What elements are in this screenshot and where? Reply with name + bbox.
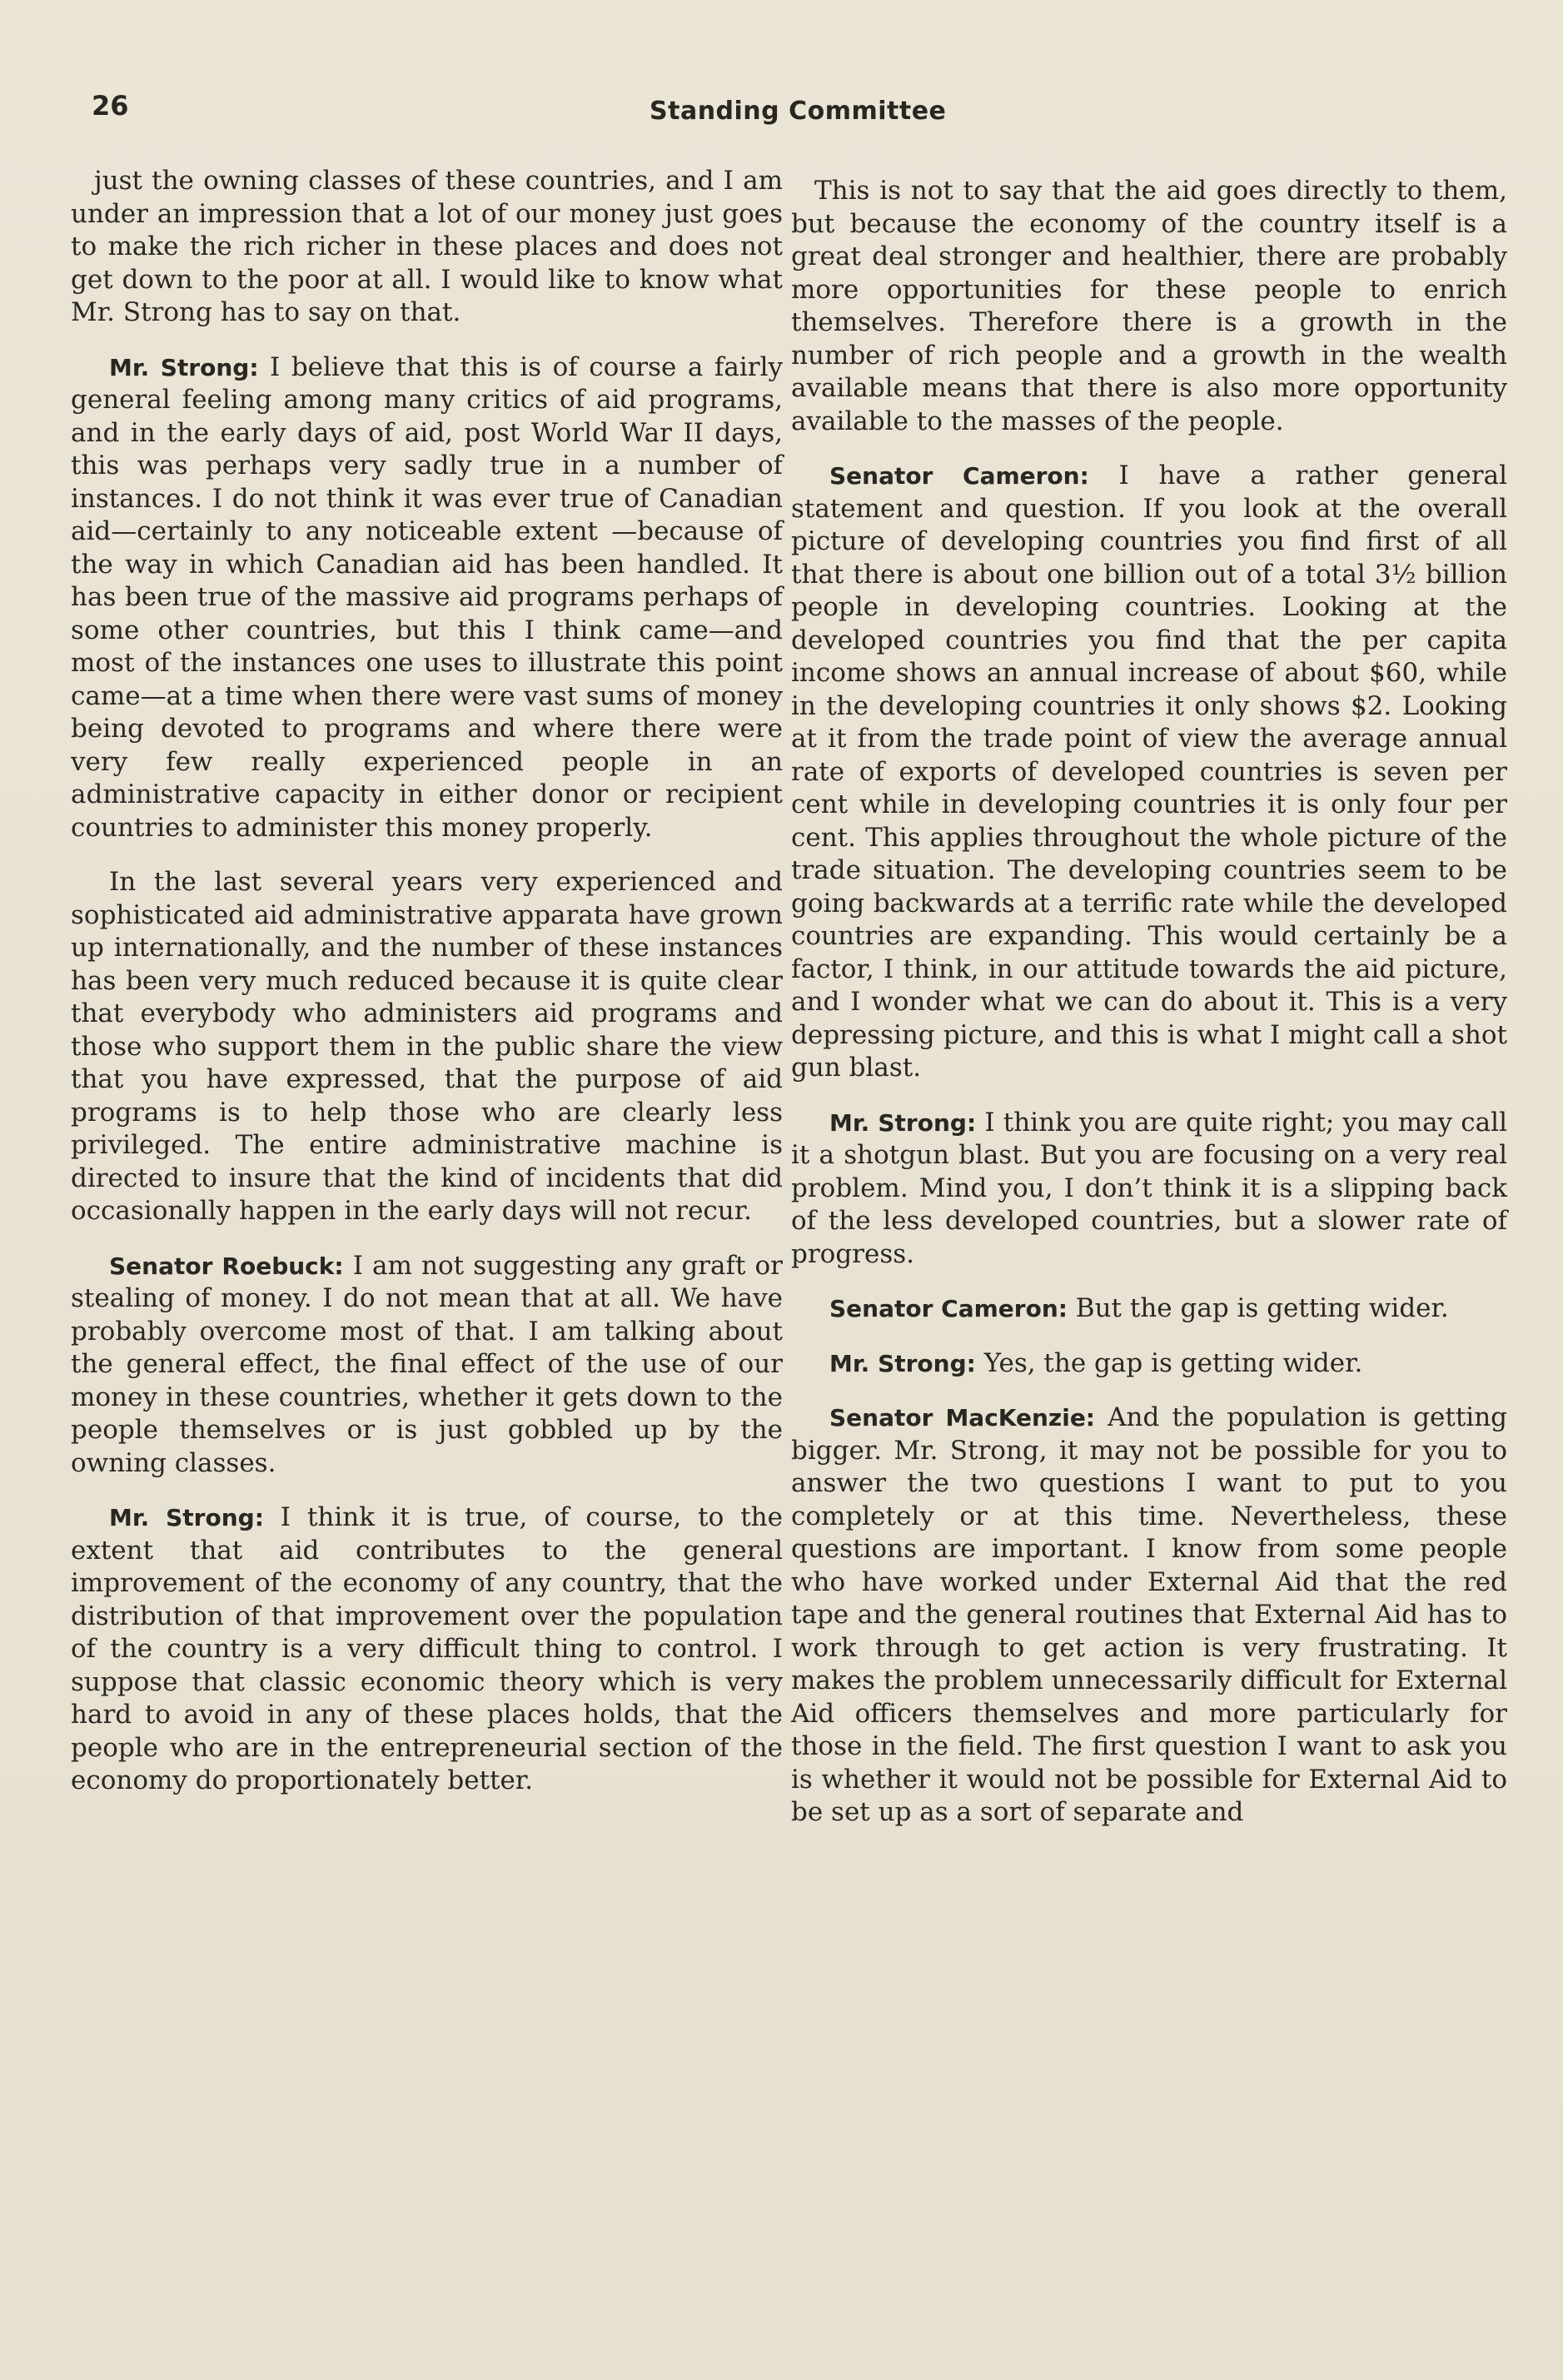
speaker-name: Senator Cameron: — [829, 1295, 1068, 1322]
left-column — [71, 165, 783, 1820]
speaker-name: Mr. Strong: — [829, 1108, 977, 1137]
paragraph-text: I believe that this is of course a fairly general feeling among many critics of aid programs, and in the early days of aid, post World War II days, this was perhaps very sadly true in a number of instances. I do not think it was ever true of Canadian aid—certainly to any noticeable extent —because of the way in which Canadian aid has been handled. It has been true of the massive aid programs perhaps of some other countries, but this I think came—and most of the instances one uses to illustrate this point came—at a time when there were vast sums of money being devoted to programs and where there were very few really experienced people in an administrative capacity in either donor or recipient countries to administer this money properly. — [71, 351, 783, 843]
page-header — [92, 90, 1507, 140]
paragraph-text: But the gap is getting wider. — [1067, 1293, 1449, 1323]
speaker-name: Senator Cameron: — [829, 462, 1089, 490]
paragraph — [71, 1501, 783, 1798]
paragraph — [71, 351, 783, 845]
paragraph — [71, 1250, 783, 1481]
right-column — [791, 175, 1507, 1851]
paragraph — [791, 1347, 1507, 1381]
paragraph-text: I think it is true, of course, to the extent that aid contributes to the general improvement of the economy of any country, that the distribution of that improvement over the population of the country is a very difficult thing to control. I suppose that classic economic theory which is very hard to avoid in any of these places holds, that the people who are in the entrepreneurial section of the economy do proportionately better. — [71, 1502, 783, 1795]
paragraph — [791, 460, 1507, 1085]
paragraph — [71, 165, 783, 330]
paragraph-text: Yes, the gap is getting wider. — [975, 1347, 1363, 1378]
page-number: 26 — [92, 90, 129, 122]
paragraph — [71, 866, 783, 1228]
paragraph-text: In the last several years very experienced and sophisticated aid administrative apparata have grown up internationally, and the number of these instances has been very much reduced because it is quite clear that everybody who administers aid programs and those who support them in the public share the view that you have expressed, that the purpose of aid programs is to help those who are clearly less privileged. The entire administrative machine is directed to insure that the kind of incidents that did occasionally happen in the early days will not recur. — [71, 867, 783, 1226]
paragraph — [791, 1292, 1507, 1326]
speaker-name: Mr. Strong: — [829, 1349, 976, 1377]
paragraph — [791, 1402, 1507, 1830]
paragraph-text: And the population is getting bigger. Mr. Strong, it may not be possible for you to answer the two questions I want to put to you completely or at this time. Nevertheless, these questions are important. I know from some people who have worked under External Aid that the red tape and the general routines that External Aid has to work through to get action is very frustrating. It makes the problem unnecessarily difficult for External Aid officers themselves and more particularly for those in the field. The first question I want to ask you is whether it would not be possible for External Aid to be set up as a sort of separate and — [791, 1402, 1507, 1827]
paragraph — [791, 1107, 1507, 1272]
speaker-name: Mr. Strong: — [109, 1504, 264, 1531]
speaker-name: Senator Roebuck: — [109, 1252, 344, 1280]
paragraph — [791, 175, 1507, 438]
paragraph-text: This is not to say that the aid goes directly to them, but because the economy of the country itself is a great deal stronger and healthier, there are probably more opportunities for these people to enrich themselves. Therefore there is a growth in the number of rich people and a growth in the wealth available means that there is also more opportunity available to the masses of the people. — [791, 176, 1507, 436]
running-head: Standing Committee — [650, 97, 947, 126]
speaker-name: Mr. Strong: — [109, 353, 259, 381]
speaker-name: Senator MacKenzie: — [829, 1404, 1096, 1431]
paragraph-text: I am not suggesting any graft or stealing of money. I do not mean that at all. We have probably overcome most of that. I am talking about the general effect, the final effect of the use of our money in these countries, whether it gets down to the people themselves or is just gobbled up by the owning classes. — [71, 1250, 783, 1478]
paragraph-text: I think you are quite right; you may call it a shotgun blast. But you are focusing on a very real problem. Mind you, I don’t think it is a slipping back of the less developed countries, but a slower rate of progress. — [791, 1107, 1507, 1269]
paragraph-text: I have a rather general statement and question. If you look at the overall picture of developing countries you find first of all that there is about one billion out of a total 3½ billion people in developing countries. Looking at the developed countries you find that the per capita income shows an annual increase of about $60, while in the developing countries it only shows $2. Looking at it from the trade point of view the average annual rate of exports of developed countries is seven per cent while in developing countries it is only four per cent. This applies throughout the whole picture of the trade situation. The developing countries seem to be going backwards at a terrific rate while the developed countries are expanding. This would certainly be a factor, I think, in our attitude towards the aid picture, and I wonder what we can do about it. This is a very depressing picture, and this is what I might call a shot gun blast. — [791, 461, 1507, 1083]
paragraph-text: just the owning classes of these countries, and I am under an impression that a lot of our money just goes to make the rich richer in these places and does not get down to the poor at all. I would like to know what Mr. Strong has to say on that. — [71, 166, 783, 327]
